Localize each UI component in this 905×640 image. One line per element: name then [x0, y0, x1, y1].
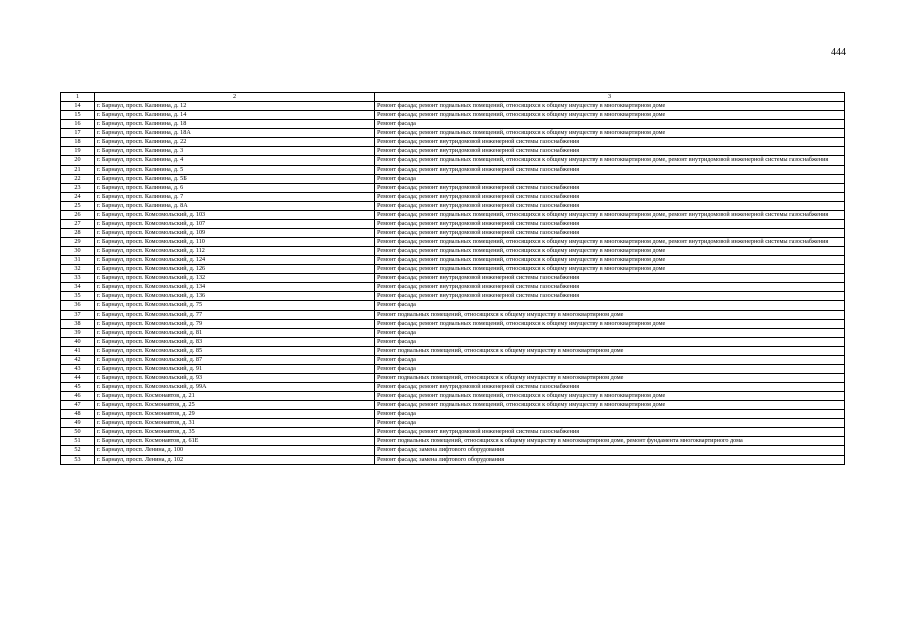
address-cell: г. Барнаул, просп. Космонавтов, д. 25	[95, 401, 375, 410]
table-row	[61, 210, 845, 219]
table-row	[61, 301, 845, 310]
row-number-cell: 41	[61, 346, 95, 355]
row-number-cell: 42	[61, 355, 95, 364]
row-number-cell: 28	[61, 228, 95, 237]
table-row	[61, 355, 845, 364]
works-cell: Ремонт фасада; замена лифтового оборудования	[375, 455, 845, 464]
address-cell: г. Барнаул, просп. Комсомольский, д. 99А	[95, 383, 375, 392]
table-row	[61, 111, 845, 120]
table-row	[61, 428, 845, 437]
table-row	[61, 147, 845, 156]
works-cell: Ремонт фасада; ремонт внутридомовой инженерной системы газоснабжения	[375, 192, 845, 201]
address-cell: г. Барнаул, просп. Комсомольский, д. 103	[95, 210, 375, 219]
row-number-cell: 36	[61, 301, 95, 310]
address-cell: г. Барнаул, просп. Комсомольский, д. 87	[95, 355, 375, 364]
works-cell: Ремонт фасада	[375, 301, 845, 310]
row-number-cell: 25	[61, 201, 95, 210]
row-number-cell: 23	[61, 183, 95, 192]
address-cell: г. Барнаул, просп. Калинина, д. 6	[95, 183, 375, 192]
table-row	[61, 283, 845, 292]
row-number-cell: 43	[61, 364, 95, 373]
address-cell: г. Барнаул, просп. Космонавтов, д. 29	[95, 410, 375, 419]
address-cell: г. Барнаул, просп. Калинина, д. 22	[95, 138, 375, 147]
column-header-works: 3	[375, 93, 845, 102]
works-cell: Ремонт фасада; ремонт внутридомовой инженерной системы газоснабжения	[375, 138, 845, 147]
row-number-cell: 32	[61, 265, 95, 274]
table-row	[61, 165, 845, 174]
works-cell: Ремонт фасада; ремонт внутридомовой инженерной системы газоснабжения	[375, 428, 845, 437]
row-number-cell: 52	[61, 446, 95, 455]
works-cell: Ремонт фасада; ремонт подвальных помещений, относящихся к общему имуществу в многоквартирном доме, ремонт внутридомовой инженерной системы газоснабжения	[375, 156, 845, 165]
table-row	[61, 292, 845, 301]
table-row	[61, 373, 845, 382]
table-row	[61, 401, 845, 410]
row-number-cell: 27	[61, 219, 95, 228]
table-row	[61, 337, 845, 346]
address-cell: г. Барнаул, просп. Комсомольский, д. 75	[95, 301, 375, 310]
row-number-cell: 17	[61, 129, 95, 138]
works-cell: Ремонт фасада; ремонт внутридомовой инженерной системы газоснабжения	[375, 183, 845, 192]
works-cell: Ремонт фасада; ремонт подвальных помещений, относящихся к общему имуществу в многоквартирном доме, ремонт внутридомовой инженерной системы газоснабжения	[375, 210, 845, 219]
address-cell: г. Барнаул, просп. Калинина, д. 3	[95, 147, 375, 156]
row-number-cell: 46	[61, 392, 95, 401]
row-number-cell: 50	[61, 428, 95, 437]
table-row	[61, 446, 845, 455]
address-cell: г. Барнаул, просп. Калинина, д. 7	[95, 192, 375, 201]
table-row	[61, 319, 845, 328]
row-number-cell: 15	[61, 111, 95, 120]
row-number-cell: 48	[61, 410, 95, 419]
address-cell: г. Барнаул, просп. Калинина, д. 18А	[95, 129, 375, 138]
works-cell: Ремонт фасада; ремонт внутридомовой инженерной системы газоснабжения	[375, 383, 845, 392]
works-cell: Ремонт фасада; ремонт внутридомовой инженерной системы газоснабжения	[375, 283, 845, 292]
address-cell: г. Барнаул, просп. Комсомольский, д. 107	[95, 219, 375, 228]
table-row	[61, 247, 845, 256]
column-header-number: 1	[61, 93, 95, 102]
address-cell: г. Барнаул, просп. Калинина, д. 14	[95, 111, 375, 120]
row-number-cell: 33	[61, 274, 95, 283]
table-row	[61, 120, 845, 129]
table-row	[61, 419, 845, 428]
address-cell: г. Барнаул, просп. Космонавтов, д. 35	[95, 428, 375, 437]
address-cell: г. Барнаул, просп. Комсомольский, д. 81	[95, 328, 375, 337]
address-cell: г. Барнаул, просп. Ленина, д. 100	[95, 446, 375, 455]
works-cell: Ремонт фасада; ремонт внутридомовой инженерной системы газоснабжения	[375, 292, 845, 301]
address-cell: г. Барнаул, просп. Комсомольский, д. 109	[95, 228, 375, 237]
row-number-cell: 47	[61, 401, 95, 410]
works-cell: Ремонт фасада; ремонт внутридомовой инженерной системы газоснабжения	[375, 228, 845, 237]
repair-registry-table	[60, 92, 845, 465]
works-cell: Ремонт фасада; ремонт подвальных помещений, относящихся к общему имуществу в многоквартирном доме	[375, 265, 845, 274]
row-number-cell: 18	[61, 138, 95, 147]
table-header-row	[61, 93, 845, 102]
works-cell: Ремонт фасада; ремонт внутридомовой инженерной системы газоснабжения	[375, 274, 845, 283]
works-cell: Ремонт фасада; ремонт внутридомовой инженерной системы газоснабжения	[375, 147, 845, 156]
address-cell: г. Барнаул, просп. Калинина, д. 12	[95, 102, 375, 111]
works-cell: Ремонт фасада; ремонт подвальных помещений, относящихся к общему имуществу в многоквартирном доме	[375, 111, 845, 120]
address-cell: г. Барнаул, просп. Комсомольский, д. 93	[95, 373, 375, 382]
works-cell: Ремонт фасада	[375, 120, 845, 129]
address-cell: г. Барнаул, просп. Калинина, д. 5Б	[95, 174, 375, 183]
table-row	[61, 410, 845, 419]
row-number-cell: 53	[61, 455, 95, 464]
works-cell: Ремонт фасада	[375, 355, 845, 364]
address-cell: г. Барнаул, просп. Ленина, д. 102	[95, 455, 375, 464]
works-cell: Ремонт фасада	[375, 364, 845, 373]
address-cell: г. Барнаул, просп. Калинина, д. 4	[95, 156, 375, 165]
row-number-cell: 20	[61, 156, 95, 165]
row-number-cell: 30	[61, 247, 95, 256]
table-row	[61, 192, 845, 201]
address-cell: г. Барнаул, просп. Комсомольский, д. 77	[95, 310, 375, 319]
table-row	[61, 392, 845, 401]
table-row	[61, 228, 845, 237]
row-number-cell: 38	[61, 319, 95, 328]
table-row	[61, 238, 845, 247]
address-cell: г. Барнаул, просп. Комсомольский, д. 85	[95, 346, 375, 355]
works-cell: Ремонт фасада	[375, 328, 845, 337]
works-cell: Ремонт фасада; ремонт подвальных помещений, относящихся к общему имуществу в многоквартирном доме	[375, 129, 845, 138]
row-number-cell: 21	[61, 165, 95, 174]
row-number-cell: 35	[61, 292, 95, 301]
table-row	[61, 328, 845, 337]
row-number-cell: 39	[61, 328, 95, 337]
address-cell: г. Барнаул, просп. Космонавтов, д. 61Е	[95, 437, 375, 446]
row-number-cell: 31	[61, 256, 95, 265]
table-row	[61, 346, 845, 355]
row-number-cell: 40	[61, 337, 95, 346]
works-cell: Ремонт подвальных помещений, относящихся к общему имуществу в многоквартирном доме, ремонт фундамента многоквартирного дома	[375, 437, 845, 446]
row-number-cell: 22	[61, 174, 95, 183]
table-row	[61, 129, 845, 138]
row-number-cell: 26	[61, 210, 95, 219]
row-number-cell: 51	[61, 437, 95, 446]
address-cell: г. Барнаул, просп. Космонавтов, д. 31	[95, 419, 375, 428]
address-cell: г. Барнаул, просп. Калинина, д. 5	[95, 165, 375, 174]
column-header-address: 2	[95, 93, 375, 102]
address-cell: г. Барнаул, просп. Комсомольский, д. 136	[95, 292, 375, 301]
table-row	[61, 201, 845, 210]
table-body	[61, 93, 845, 465]
table-row	[61, 310, 845, 319]
table-row	[61, 138, 845, 147]
works-cell: Ремонт фасада	[375, 419, 845, 428]
address-cell: г. Барнаул, просп. Калинина, д. 18	[95, 120, 375, 129]
works-cell: Ремонт фасада; ремонт подвальных помещений, относящихся к общему имуществу в многоквартирном доме	[375, 256, 845, 265]
row-number-cell: 37	[61, 310, 95, 319]
address-cell: г. Барнаул, просп. Комсомольский, д. 91	[95, 364, 375, 373]
works-cell: Ремонт фасада; ремонт подвальных помещений, относящихся к общему имуществу в многоквартирном доме	[375, 319, 845, 328]
works-cell: Ремонт фасада; ремонт подвальных помещений, относящихся к общему имуществу в многоквартирном доме	[375, 247, 845, 256]
table-row	[61, 455, 845, 464]
works-cell: Ремонт фасада; ремонт подвальных помещений, относящихся к общему имуществу в многоквартирном доме	[375, 392, 845, 401]
row-number-cell: 34	[61, 283, 95, 292]
works-cell: Ремонт фасада; ремонт внутридомовой инженерной системы газоснабжения	[375, 201, 845, 210]
table-row	[61, 274, 845, 283]
address-cell: г. Барнаул, просп. Комсомольский, д. 132	[95, 274, 375, 283]
page-number: 444	[831, 47, 846, 58]
works-cell: Ремонт фасада; ремонт внутридомовой инженерной системы газоснабжения	[375, 165, 845, 174]
table-row	[61, 219, 845, 228]
row-number-cell: 24	[61, 192, 95, 201]
works-cell: Ремонт фасада; ремонт внутридомовой инженерной системы газоснабжения	[375, 219, 845, 228]
works-cell: Ремонт подвальных помещений, относящихся к общему имуществу в многоквартирном доме	[375, 346, 845, 355]
address-cell: г. Барнаул, просп. Комсомольский, д. 110	[95, 238, 375, 247]
works-cell: Ремонт фасада	[375, 174, 845, 183]
row-number-cell: 19	[61, 147, 95, 156]
table-row	[61, 437, 845, 446]
address-cell: г. Барнаул, просп. Комсомольский, д. 83	[95, 337, 375, 346]
works-cell: Ремонт фасада; ремонт подвальных помещений, относящихся к общему имуществу в многоквартирном доме	[375, 401, 845, 410]
row-number-cell: 45	[61, 383, 95, 392]
table-row	[61, 364, 845, 373]
row-number-cell: 14	[61, 102, 95, 111]
table-row	[61, 256, 845, 265]
works-cell: Ремонт подвальных помещений, относящихся к общему имуществу в многоквартирном доме	[375, 373, 845, 382]
address-cell: г. Барнаул, просп. Комсомольский, д. 124	[95, 256, 375, 265]
table-row	[61, 265, 845, 274]
row-number-cell: 16	[61, 120, 95, 129]
table-row	[61, 102, 845, 111]
address-cell: г. Барнаул, просп. Комсомольский, д. 79	[95, 319, 375, 328]
address-cell: г. Барнаул, просп. Комсомольский, д. 126	[95, 265, 375, 274]
row-number-cell: 49	[61, 419, 95, 428]
row-number-cell: 44	[61, 373, 95, 382]
table-row	[61, 183, 845, 192]
address-cell: г. Барнаул, просп. Комсомольский, д. 112	[95, 247, 375, 256]
works-cell: Ремонт фасада; ремонт подвальных помещений, относящихся к общему имуществу в многоквартирном доме	[375, 102, 845, 111]
table-row	[61, 383, 845, 392]
works-cell: Ремонт фасада	[375, 337, 845, 346]
address-cell: г. Барнаул, просп. Космонавтов, д. 21	[95, 392, 375, 401]
row-number-cell: 29	[61, 238, 95, 247]
works-cell: Ремонт подвальных помещений, относящихся к общему имуществу в многоквартирном доме	[375, 310, 845, 319]
address-cell: г. Барнаул, просп. Калинина, д. 8А	[95, 201, 375, 210]
works-cell: Ремонт фасада; замена лифтового оборудования	[375, 446, 845, 455]
table-row	[61, 174, 845, 183]
works-cell: Ремонт фасада; ремонт подвальных помещений, относящихся к общему имуществу в многоквартирном доме, ремонт внутридомовой инженерной системы газоснабжения	[375, 238, 845, 247]
works-cell: Ремонт фасада	[375, 410, 845, 419]
address-cell: г. Барнаул, просп. Комсомольский, д. 134	[95, 283, 375, 292]
table-row	[61, 156, 845, 165]
